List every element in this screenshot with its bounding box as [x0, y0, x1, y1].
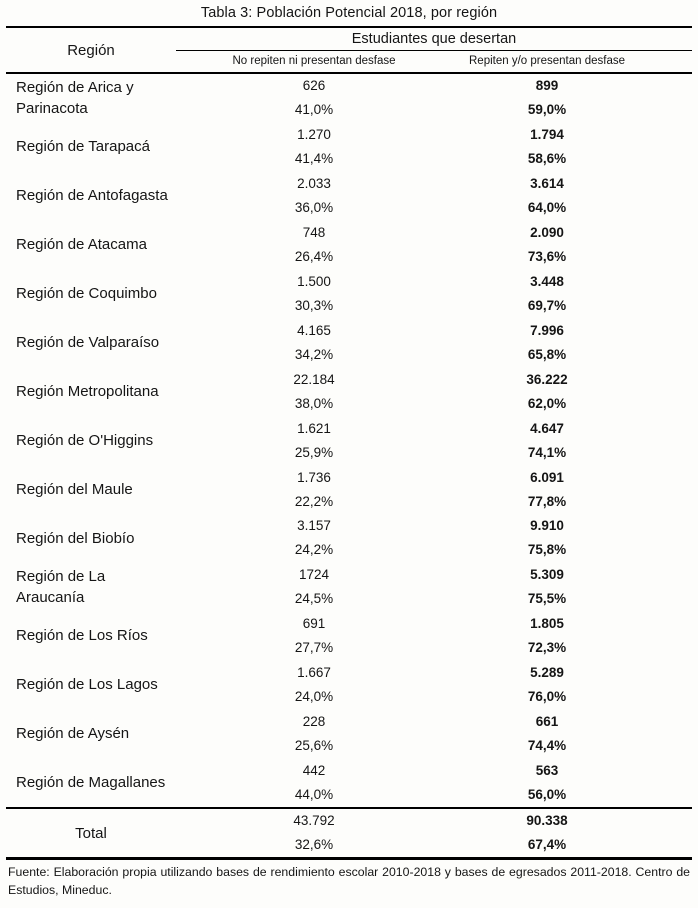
col1-cell — [176, 465, 452, 514]
col1-count: 1.667 — [297, 665, 331, 681]
col1-count: 4.165 — [297, 322, 331, 338]
col1-pct: 30,3% — [294, 298, 334, 313]
table-row — [6, 172, 692, 221]
col1-pct: 26,4% — [294, 249, 334, 265]
region-name: Región de Arica y Parinacota — [16, 78, 134, 118]
table-row — [6, 74, 692, 123]
row-spacer — [642, 563, 692, 612]
col1-cell — [176, 172, 452, 221]
col1-pct: 34,2% — [294, 346, 334, 362]
col2-count: 36.222 — [526, 371, 568, 387]
total-col2-count: 90.338 — [526, 813, 568, 829]
col2-pct: 58,6% — [527, 151, 567, 167]
col2-cell — [452, 514, 642, 563]
table-row — [6, 221, 692, 270]
col2-cell — [452, 123, 642, 172]
col2-count: 3.614 — [530, 176, 564, 192]
row-spacer — [642, 74, 692, 123]
region-name: Región de Aysén — [16, 725, 130, 743]
col1-pct: 44,0% — [294, 786, 334, 802]
region-name: Región de Magallanes — [16, 774, 166, 792]
col2-pct: 74,1% — [527, 444, 567, 460]
col1-cell — [176, 221, 452, 270]
col1-cell — [176, 416, 452, 465]
row-spacer — [642, 367, 692, 416]
col2-count: 1.805 — [530, 616, 564, 632]
col2-cell — [452, 710, 642, 759]
table-row — [6, 758, 692, 807]
col1-cell — [176, 367, 452, 416]
col1-count: 228 — [302, 714, 326, 730]
col1-count: 1724 — [298, 567, 330, 583]
col1-cell — [176, 661, 452, 710]
table-row — [6, 367, 692, 416]
col1-cell — [176, 74, 452, 123]
row-spacer — [642, 318, 692, 367]
region-name: Región de Tarapacá — [16, 138, 150, 156]
row-spacer — [642, 661, 692, 710]
col2-count: 899 — [535, 78, 559, 94]
col2-pct: 77,8% — [527, 493, 567, 509]
col1-pct: 38,0% — [294, 395, 334, 411]
row-spacer — [642, 221, 692, 270]
row-spacer — [642, 612, 692, 661]
col2-cell — [452, 318, 642, 367]
col2-pct: 76,0% — [527, 689, 567, 705]
col2-pct: 75,8% — [527, 542, 567, 558]
col2-cell — [452, 221, 642, 270]
col2-pct: 65,8% — [527, 346, 567, 362]
total-label: Total — [75, 824, 107, 842]
col2-cell — [452, 416, 642, 465]
col1-count: 22.184 — [293, 371, 335, 387]
col2-cell — [452, 465, 642, 514]
row-spacer — [642, 172, 692, 221]
col2-count: 4.647 — [530, 420, 564, 436]
col1-cell — [176, 563, 452, 612]
col1-cell — [176, 758, 452, 807]
total-col2-cell — [452, 809, 642, 857]
col2-cell — [452, 270, 642, 319]
col2-cell — [452, 612, 642, 661]
row-spacer — [642, 758, 692, 807]
row-spacer — [642, 809, 692, 857]
table-row — [6, 710, 692, 759]
row-spacer — [642, 465, 692, 514]
col2-count: 5.309 — [530, 567, 564, 583]
row-spacer — [642, 710, 692, 759]
col1-count: 691 — [302, 616, 326, 632]
region-name: Región de Valparaíso — [16, 334, 160, 352]
table-row — [6, 123, 692, 172]
col1-pct: 41,0% — [294, 102, 334, 118]
col2-cell — [452, 758, 642, 807]
total-col1-cell — [176, 809, 452, 857]
col1-header: No repiten ni presentan desfase — [232, 55, 396, 67]
col2-count: 661 — [535, 714, 559, 730]
col1-pct: 24,0% — [294, 689, 334, 705]
region-name: Región de Coquimbo — [16, 285, 157, 303]
col1-pct: 24,5% — [294, 591, 334, 607]
col1-cell — [176, 710, 452, 759]
region-name: Región de Antofagasta — [16, 187, 168, 205]
col1-pct: 22,2% — [294, 493, 334, 509]
col2-count: 2.090 — [530, 225, 564, 241]
source-note: Fuente: Elaboración propia utilizando bases de rendimiento escolar 2010-2018 y bases de egresados 2011-2018. Centro de Estudios, Mineduc. — [8, 865, 690, 897]
region-name: Región del Biobío — [16, 529, 135, 547]
col2-count: 563 — [535, 762, 559, 778]
col1-count: 1.621 — [297, 420, 331, 436]
group-column-header: Estudiantes que desertan — [176, 28, 692, 51]
col1-pct: 24,2% — [294, 542, 334, 558]
region-column-header: Región — [67, 41, 115, 59]
col2-count: 1.794 — [530, 127, 564, 143]
region-name: Región del Maule — [16, 480, 133, 498]
col2-cell — [452, 563, 642, 612]
col2-count: 9.910 — [530, 518, 564, 534]
col1-pct: 27,7% — [294, 640, 334, 656]
col1-cell — [176, 612, 452, 661]
region-name: Región de O'Higgins — [16, 431, 154, 449]
col1-count: 748 — [302, 225, 326, 241]
col1-count: 626 — [302, 78, 326, 94]
col2-pct: 74,4% — [527, 738, 567, 754]
col1-cell — [176, 318, 452, 367]
col1-cell — [176, 123, 452, 172]
col1-pct: 25,6% — [294, 738, 334, 754]
col1-pct: 36,0% — [294, 200, 334, 216]
col1-pct: 25,9% — [294, 444, 334, 460]
region-name: Región de Los Lagos — [16, 676, 158, 694]
col2-pct: 64,0% — [527, 200, 567, 216]
total-col1-count: 43.792 — [293, 813, 335, 829]
table-header — [6, 28, 692, 74]
col1-count: 1.500 — [297, 274, 331, 289]
table-row — [6, 661, 692, 710]
row-spacer — [642, 514, 692, 563]
col2-cell — [452, 661, 642, 710]
table-row — [6, 612, 692, 661]
col1-count: 3.157 — [297, 518, 331, 534]
table-row — [6, 514, 692, 563]
col1-pct: 41,4% — [294, 151, 334, 167]
col1-cell — [176, 270, 452, 319]
region-name: Región de Los Ríos — [16, 627, 148, 645]
table-rows — [6, 74, 692, 807]
col1-count: 2.033 — [297, 176, 331, 192]
table-row — [6, 416, 692, 465]
col2-cell — [452, 74, 642, 123]
col2-cell — [452, 172, 642, 221]
col2-count: 6.091 — [530, 469, 564, 485]
total-row — [6, 807, 692, 860]
table-row — [6, 318, 692, 367]
col1-count: 442 — [302, 762, 326, 778]
row-spacer — [642, 270, 692, 319]
total-col2-pct: 67,4% — [527, 837, 567, 853]
col2-pct: 75,5% — [527, 591, 567, 607]
col2-pct: 69,7% — [527, 298, 567, 313]
col1-count: 1.736 — [297, 469, 331, 485]
table-row — [6, 563, 692, 612]
col2-cell — [452, 367, 642, 416]
col2-count: 7.996 — [530, 322, 564, 338]
col2-pct: 59,0% — [527, 102, 567, 118]
col2-count: 5.289 — [530, 665, 564, 681]
table-title: Tabla 3: Población Potencial 2018, por región — [6, 2, 692, 28]
col2-pct: 72,3% — [527, 640, 567, 656]
table-row — [6, 270, 692, 319]
col2-header: Repiten y/o presentan desfase — [469, 55, 625, 67]
table-row — [6, 465, 692, 514]
region-name: Región Metropolitana — [16, 382, 159, 400]
col1-count: 1.270 — [297, 127, 331, 143]
col2-pct: 73,6% — [527, 249, 567, 265]
row-spacer — [642, 416, 692, 465]
row-spacer — [642, 123, 692, 172]
region-name: Región de Atacama — [16, 236, 147, 254]
col2-pct: 62,0% — [527, 395, 567, 411]
region-name: Región de La Araucanía — [16, 567, 106, 607]
col2-count: 3.448 — [530, 274, 564, 289]
col1-cell — [176, 514, 452, 563]
col2-pct: 56,0% — [527, 786, 567, 802]
total-col1-pct: 32,6% — [294, 837, 334, 853]
